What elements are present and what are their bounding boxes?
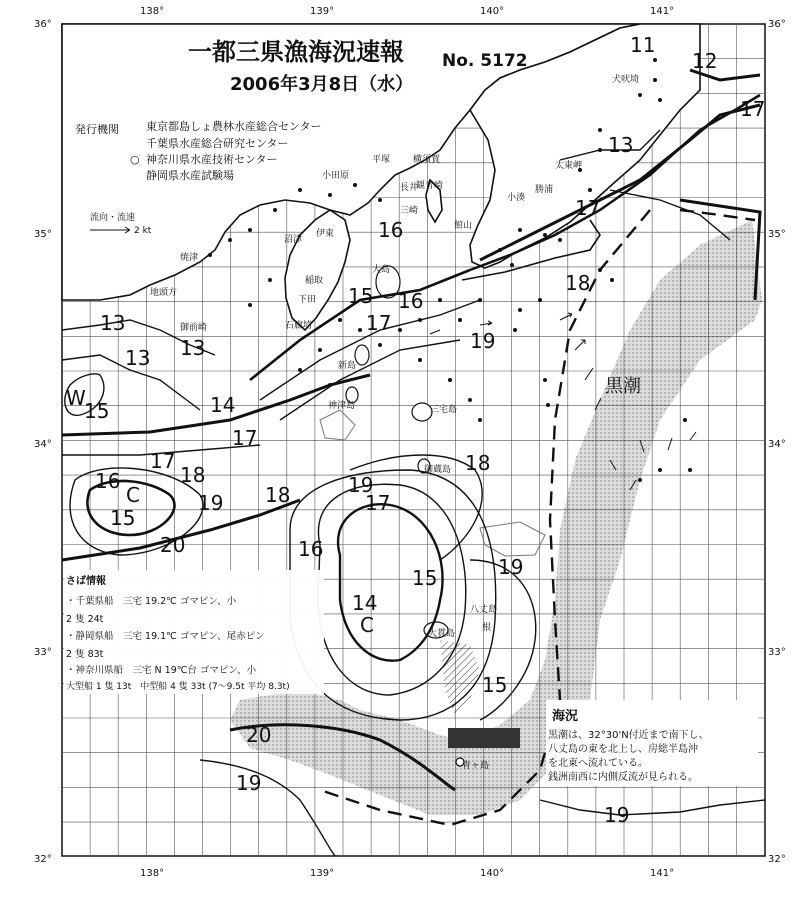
- isotherm-label: 15: [110, 506, 136, 530]
- saba-info-line: 大型船 1 隻 13t 中型船 4 隻 33t (7～9.5t 平均 8.3t): [66, 682, 290, 692]
- isotherm-label: 16: [298, 537, 324, 561]
- lat-label-32-left: 32°: [34, 854, 52, 865]
- place-name: 神津島: [328, 401, 356, 411]
- observation-dot: [318, 348, 322, 352]
- place-name: 犬吠埼: [612, 75, 640, 85]
- observation-dot: [683, 418, 687, 422]
- isotherm-label: C: [360, 613, 374, 637]
- observation-dot: [353, 183, 357, 187]
- observation-dot: [653, 58, 657, 62]
- observation-dot: [358, 328, 362, 332]
- publisher-marker: ○: [130, 153, 140, 166]
- place-name: 根: [482, 623, 492, 633]
- observation-dot: [658, 98, 662, 102]
- isotherm-label: 15: [84, 399, 110, 423]
- report-number: No. 5172: [442, 51, 528, 71]
- place-name: 小湊: [507, 193, 526, 203]
- lon-label-141-bottom: 141°: [650, 868, 675, 879]
- observation-dot: [328, 193, 332, 197]
- saba-info-line: 2 隻 83t: [66, 649, 104, 660]
- kaikyo-info-box: [546, 700, 758, 786]
- observation-dot: [478, 298, 482, 302]
- observation-dot: [378, 343, 382, 347]
- place-name: 御蔵島: [424, 465, 452, 475]
- place-name: 館山: [454, 221, 473, 231]
- observation-dot: [610, 278, 614, 282]
- place-name: 横須賀: [413, 155, 441, 165]
- isotherm-label: 16: [398, 289, 424, 313]
- observation-dot: [546, 403, 550, 407]
- publisher-1: 東京都島しょ農林水産総合センター: [146, 120, 322, 133]
- report-date: 2006年3月8日（水）: [230, 74, 414, 95]
- place-name: 観音崎: [416, 181, 444, 191]
- place-name: 三崎: [400, 206, 419, 216]
- lon-label-141-top: 141°: [650, 6, 675, 17]
- kaikyo-info-line: を北東へ流れている。: [548, 758, 648, 769]
- isotherm-label: 12: [692, 49, 718, 73]
- place-name: 下田: [298, 295, 317, 305]
- lat-label-35-right: 35°: [768, 229, 786, 240]
- observation-dot: [598, 128, 602, 132]
- isotherm-label: 18: [465, 451, 491, 475]
- kuroshio-core-shade: [448, 728, 520, 748]
- observation-dot: [658, 468, 662, 472]
- place-name: 勝浦: [535, 185, 554, 195]
- observation-dot: [418, 318, 422, 322]
- flow-legend-scale: 2 kt: [134, 226, 152, 236]
- place-name: 稲取: [305, 276, 324, 286]
- isotherm-label: 14: [210, 393, 236, 417]
- isotherm-label: 17: [740, 97, 766, 121]
- place-name: 青ヶ島: [462, 761, 490, 771]
- isotherm-label: 13: [125, 346, 151, 370]
- observation-dot: [510, 263, 514, 267]
- lat-label-36-right: 36°: [768, 19, 786, 30]
- place-name: 石廊埼: [285, 321, 313, 331]
- observation-dot: [638, 93, 642, 97]
- observation-dot: [208, 253, 212, 257]
- lat-label-33-left: 33°: [34, 647, 52, 658]
- observation-dot: [688, 468, 692, 472]
- observation-dot: [518, 308, 522, 312]
- lon-label-138-top: 138°: [140, 6, 165, 17]
- observation-dot: [598, 268, 602, 272]
- observation-dot: [518, 228, 522, 232]
- place-name: 地頭方: [150, 288, 178, 298]
- observation-dot: [438, 298, 442, 302]
- place-name: 御前崎: [180, 323, 208, 333]
- isotherm-label: 20: [246, 723, 272, 747]
- isotherm-label: W: [66, 386, 86, 410]
- isotherm-label: 15: [412, 566, 438, 590]
- isotherm-label: C: [126, 483, 140, 507]
- observation-dot: [598, 148, 602, 152]
- isotherm-label: 14: [352, 591, 378, 615]
- isotherm-label: 15: [348, 284, 374, 308]
- isotherm-label: 17: [366, 311, 392, 335]
- place-name: 小田原: [322, 171, 350, 181]
- observation-dot: [248, 228, 252, 232]
- observation-dot: [468, 398, 472, 402]
- place-name: 三宅島: [430, 405, 458, 415]
- lon-label-138-bottom: 138°: [140, 868, 165, 879]
- publisher-2: 千葉県水産総合研究センター: [146, 137, 289, 150]
- isotherm-label: 19: [498, 555, 524, 579]
- lon-label-140-bottom: 140°: [480, 868, 505, 879]
- place-name: 大貫島: [428, 629, 456, 639]
- observation-dot: [248, 303, 252, 307]
- isotherm-label: 13: [100, 311, 126, 335]
- lon-label-139-bottom: 139°: [310, 868, 335, 879]
- isotherm-label: 19: [198, 491, 224, 515]
- isotherm-label: 19: [604, 803, 630, 827]
- isotherm-label: 15: [482, 673, 508, 697]
- observation-dot: [558, 238, 562, 242]
- publisher-label: 発行機関: [75, 123, 119, 136]
- observation-dot: [458, 318, 462, 322]
- flow-legend-label: 流向・流速: [90, 213, 136, 223]
- observation-dot: [638, 478, 642, 482]
- saba-info-line: ・神奈川県船 三宅 N 19℃台 ゴマピン、小: [66, 665, 257, 676]
- observation-dot: [378, 198, 382, 202]
- lat-label-35-left: 35°: [34, 229, 52, 240]
- observation-dot: [338, 318, 342, 322]
- isotherm-label: 17: [365, 491, 391, 515]
- observation-dot: [298, 188, 302, 192]
- lon-label-139-top: 139°: [310, 6, 335, 17]
- observation-dot: [298, 368, 302, 372]
- lat-label-34-right: 34°: [768, 439, 786, 450]
- lat-label-33-right: 33°: [768, 647, 786, 658]
- place-name: 平塚: [372, 155, 391, 165]
- place-name: 太東岬: [555, 161, 583, 171]
- kuroshio-label: 黒潮: [605, 376, 641, 397]
- observation-dot: [513, 328, 517, 332]
- isotherm-label: 17: [575, 196, 601, 220]
- saba-info-line: ・静岡県船 三宅 19.1℃ ゴマピン、尾赤ピン: [66, 631, 265, 642]
- saba-info-line: ・千葉県船 三宅 19.2℃ ゴマピン、小: [66, 596, 237, 607]
- isotherm-label: 18: [180, 463, 206, 487]
- isotherm-label: 13: [608, 133, 634, 157]
- kaikyo-info-line: 黒潮は、32°30'N付近まで南下し、: [548, 730, 709, 741]
- isotherm-label: 18: [265, 483, 291, 507]
- observation-dot: [538, 298, 542, 302]
- isotherm-label: 18: [565, 271, 591, 295]
- observation-dot: [543, 378, 547, 382]
- place-name: 八丈島: [470, 605, 498, 615]
- publisher-4: 静岡県水産試験場: [146, 169, 234, 182]
- place-name: 大島: [372, 265, 391, 275]
- saba-info-box: [64, 570, 324, 694]
- isotherm-label: 17: [232, 426, 258, 450]
- observation-dot: [398, 328, 402, 332]
- isotherm-label: 16: [95, 469, 121, 493]
- kaikyo-info-line: 銭洲南西に内側反流が見られる。: [548, 772, 698, 783]
- observation-dot: [543, 233, 547, 237]
- observation-dot: [448, 378, 452, 382]
- kaikyo-info-line: 八丈島の東を北上し、房総半島沖: [548, 744, 698, 755]
- place-name: 焼津: [180, 253, 199, 263]
- observation-dot: [498, 248, 502, 252]
- isotherm-label: 19: [348, 473, 374, 497]
- niijima-island: [355, 345, 369, 365]
- observation-dot: [273, 208, 277, 212]
- place-name: 伊東: [316, 229, 335, 239]
- saba-info-line: 2 隻 24t: [66, 614, 104, 625]
- observation-dot: [653, 78, 657, 82]
- observation-dot: [328, 383, 332, 387]
- isotherm-label: 16: [378, 218, 404, 242]
- lat-label-34-left: 34°: [34, 439, 52, 450]
- kaikyo-info-heading: 海況: [552, 709, 579, 724]
- map-title: 一都三県漁海況速報: [188, 38, 404, 66]
- isotherm-label: 19: [470, 329, 496, 353]
- observation-dot: [588, 188, 592, 192]
- place-name: 長井: [400, 183, 419, 193]
- isotherm-label: 13: [180, 336, 206, 360]
- lon-label-140-top: 140°: [480, 6, 505, 17]
- saba-info-heading: さば情報: [66, 576, 106, 587]
- observation-dot: [478, 418, 482, 422]
- observation-dot: [418, 358, 422, 362]
- isotherm-label: 11: [630, 33, 656, 57]
- lat-label-32-right: 32°: [768, 854, 786, 865]
- place-name: 新島: [338, 361, 357, 371]
- observation-dot: [268, 278, 272, 282]
- place-name: 沼津: [284, 235, 303, 245]
- isotherm-label: 19: [236, 771, 262, 795]
- isotherm-label: 20: [160, 533, 186, 557]
- miyakejima-island: [412, 403, 432, 421]
- isotherm-label: 17: [150, 449, 176, 473]
- lat-label-36-left: 36°: [34, 19, 52, 30]
- publisher-3: 神奈川県水産技術センター: [146, 153, 278, 166]
- observation-dot: [228, 238, 232, 242]
